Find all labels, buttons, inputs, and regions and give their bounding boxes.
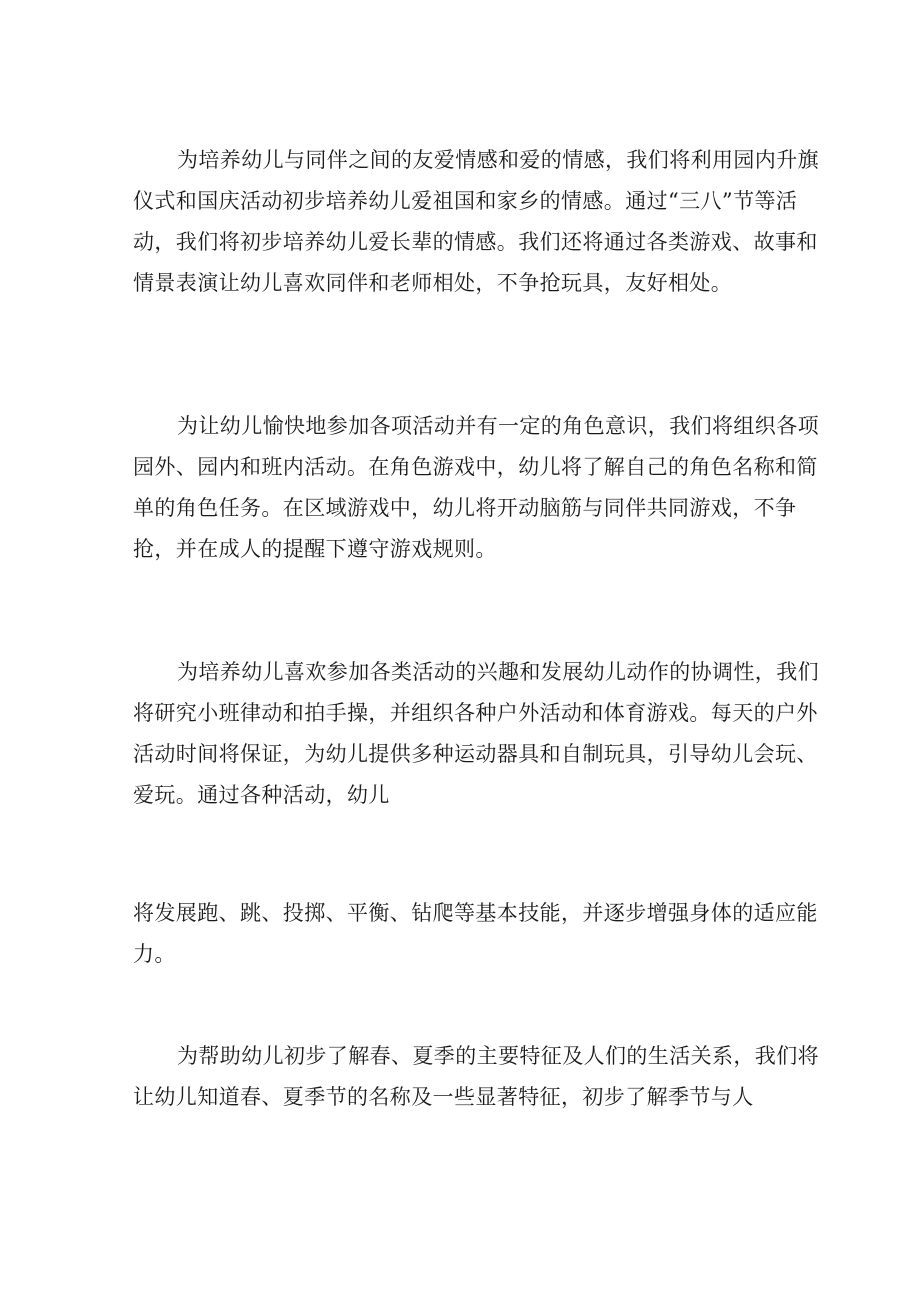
paragraph-basic-skills: 将发展跑、跳、投掷、平衡、钻爬等基本技能，并逐步增强身体的适应能力。 <box>133 901 818 966</box>
paragraph-role-awareness: 为让幼儿愉快地参加各项活动并有一定的角色意识，我们将组织各项园外、园内和班内活动。在角色游戏中，幼儿将了解自己的角色名称和简单的角色任务。在区域游戏中，幼儿将开动脑筋与同伴共同游戏，不争抢，并在成人的提醒下遵守游戏规则。 <box>133 414 819 561</box>
paragraph-motor-coordination: 为培养幼儿喜欢参加各类活动的兴趣和发展幼儿动作的协调性，我们将研究小班律动和拍手操，并组织各种户外活动和体育游戏。每天的户外活动时间将保证，为幼儿提供多种运动器具和自制玩具，引导幼儿会玩、爱玩。通过各种活动，幼儿 <box>133 660 819 807</box>
paragraph-emotions: 为培养幼儿与同伴之间的友爱情感和爱的情感，我们将利用园内升旗仪式和国庆活动初步培养幼儿爱祖国和家乡的情感。通过“三八”节等活动，我们将初步培养幼儿爱长辈的情感。我们还将通过各类游戏、故事和情景表演让幼儿喜欢同伴和老师相处，不争抢玩具，友好相处。 <box>133 148 819 295</box>
paragraph-seasons: 为帮助幼儿初步了解春、夏季的主要特征及人们的生活关系，我们将让幼儿知道春、夏季节的名称及一些显著特征，初步了解季节与人 <box>133 1044 819 1109</box>
